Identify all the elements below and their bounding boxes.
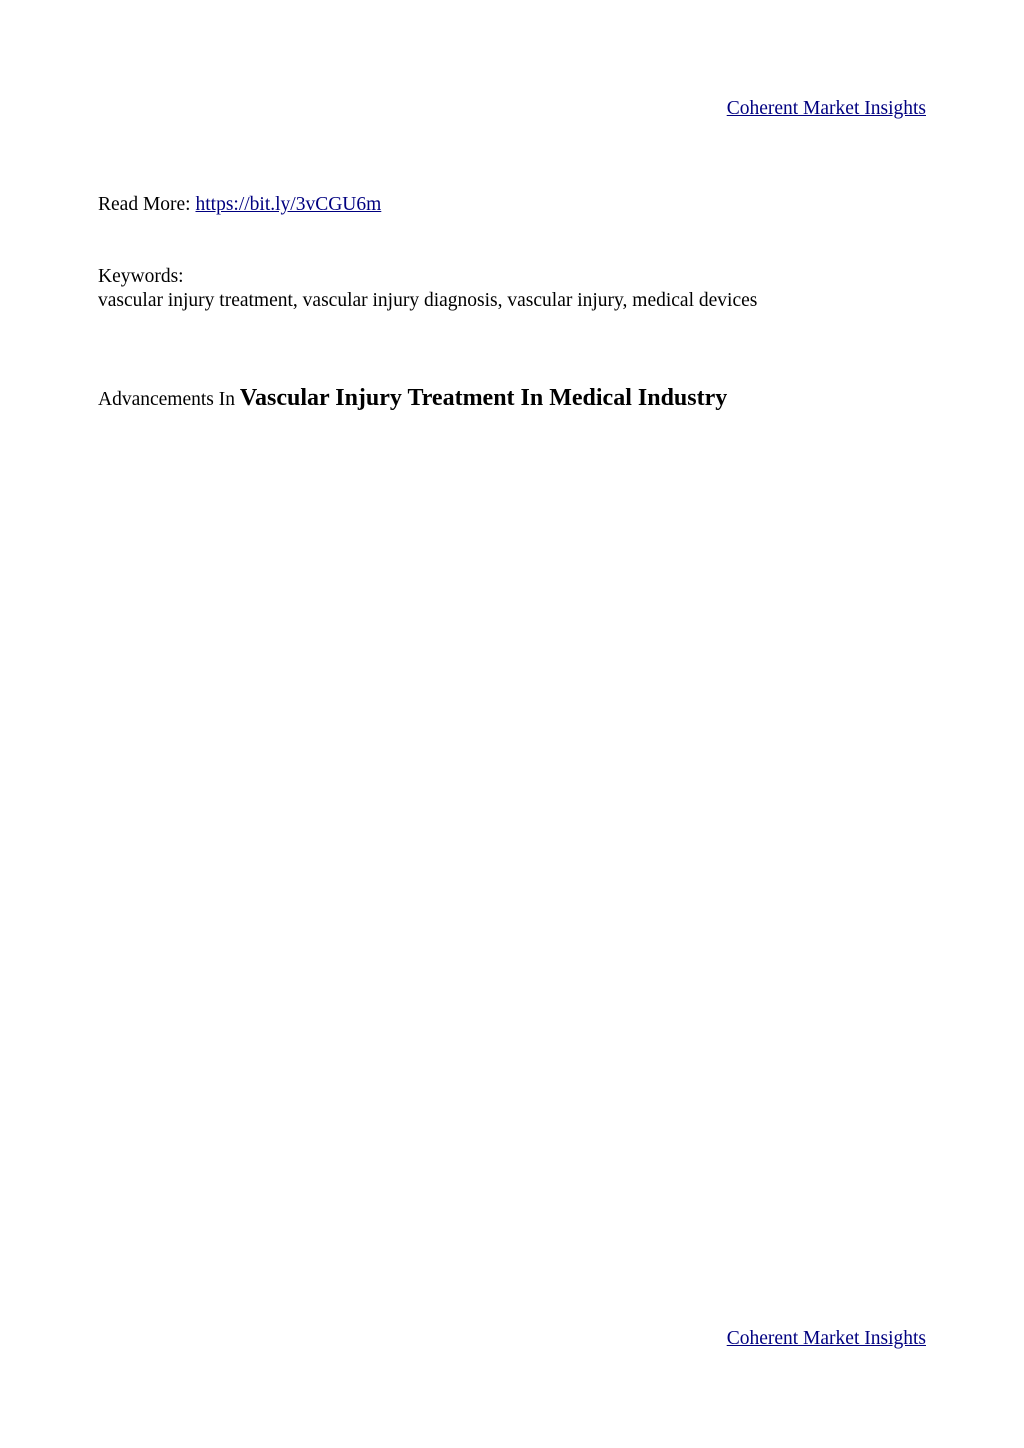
footer-coherent-market-insights-link[interactable]: Coherent Market Insights	[726, 1328, 926, 1349]
keywords-list: vascular injury treatment, vascular injury diagnosis, vascular injury, medical devices	[98, 290, 758, 311]
title-main: Vascular Injury Treatment In Medical Industry	[239, 385, 728, 411]
read-more-line	[98, 193, 381, 217]
read-more-url-link[interactable]: https://bit.ly/3vCGU6m	[195, 194, 382, 215]
keywords-section	[98, 265, 757, 313]
read-more-label: Read More:	[98, 194, 196, 215]
header-coherent-market-insights-link[interactable]: Coherent Market Insights	[726, 98, 926, 119]
keywords-label: Keywords:	[98, 266, 184, 287]
page-title	[98, 382, 727, 417]
title-prefix: Advancements In	[98, 389, 240, 410]
